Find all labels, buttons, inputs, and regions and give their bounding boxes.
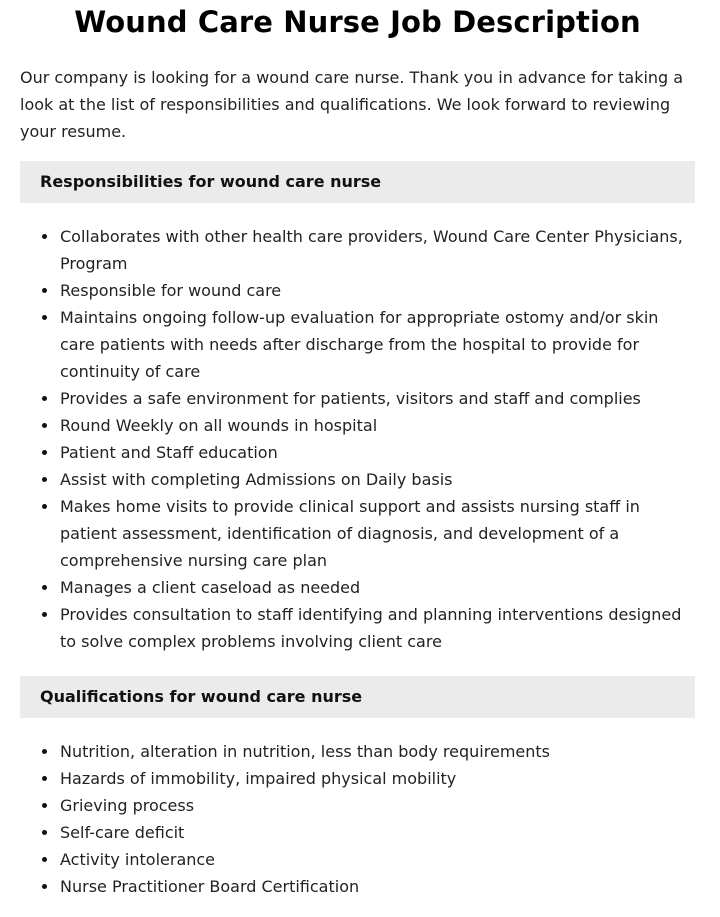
- list-item: Provides a safe environment for patients, visitors and staff and complies: [60, 385, 695, 412]
- responsibilities-heading: Responsibilities for wound care nurse: [20, 161, 695, 203]
- list-item: Hazards of immobility, impaired physical mobility: [60, 765, 695, 792]
- responsibilities-list: [20, 223, 695, 655]
- list-item: Self-care deficit: [60, 819, 695, 846]
- list-item: Responsible for wound care: [60, 277, 695, 304]
- intro-paragraph: Our company is looking for a wound care nurse. Thank you in advance for taking a look at the list of responsibilities and qualifications. We look forward to reviewing your resume.: [20, 68, 684, 141]
- page-title: Wound Care Nurse Job Description: [74, 5, 641, 39]
- list-item: Activity intolerance: [60, 846, 695, 873]
- list-item: Collaborates with other health care providers, Wound Care Center Physicians, Program: [60, 223, 695, 277]
- job-description-page: [20, 0, 695, 900]
- list-item: Maintains ongoing follow-up evaluation for appropriate ostomy and/or skin care patients with needs after discharge from the hospital to provide for continuity of care: [60, 304, 695, 385]
- list-item: Grieving process: [60, 792, 695, 819]
- qualifications-list: [20, 738, 695, 900]
- qualifications-heading: Qualifications for wound care nurse: [20, 676, 695, 718]
- list-item: Nutrition, alteration in nutrition, less than body requirements: [60, 738, 695, 765]
- list-item: Patient and Staff education: [60, 439, 695, 466]
- list-item: Makes home visits to provide clinical support and assists nursing staff in patient assessment, identification of diagnosis, and development of a comprehensive nursing care plan: [60, 493, 695, 574]
- list-item: Provides consultation to staff identifying and planning interventions designed to solve complex problems involving client care: [60, 601, 695, 655]
- list-item: Round Weekly on all wounds in hospital: [60, 412, 695, 439]
- list-item: Manages a client caseload as needed: [60, 574, 695, 601]
- list-item: Assist with completing Admissions on Daily basis: [60, 466, 695, 493]
- list-item: Nurse Practitioner Board Certification: [60, 873, 695, 900]
